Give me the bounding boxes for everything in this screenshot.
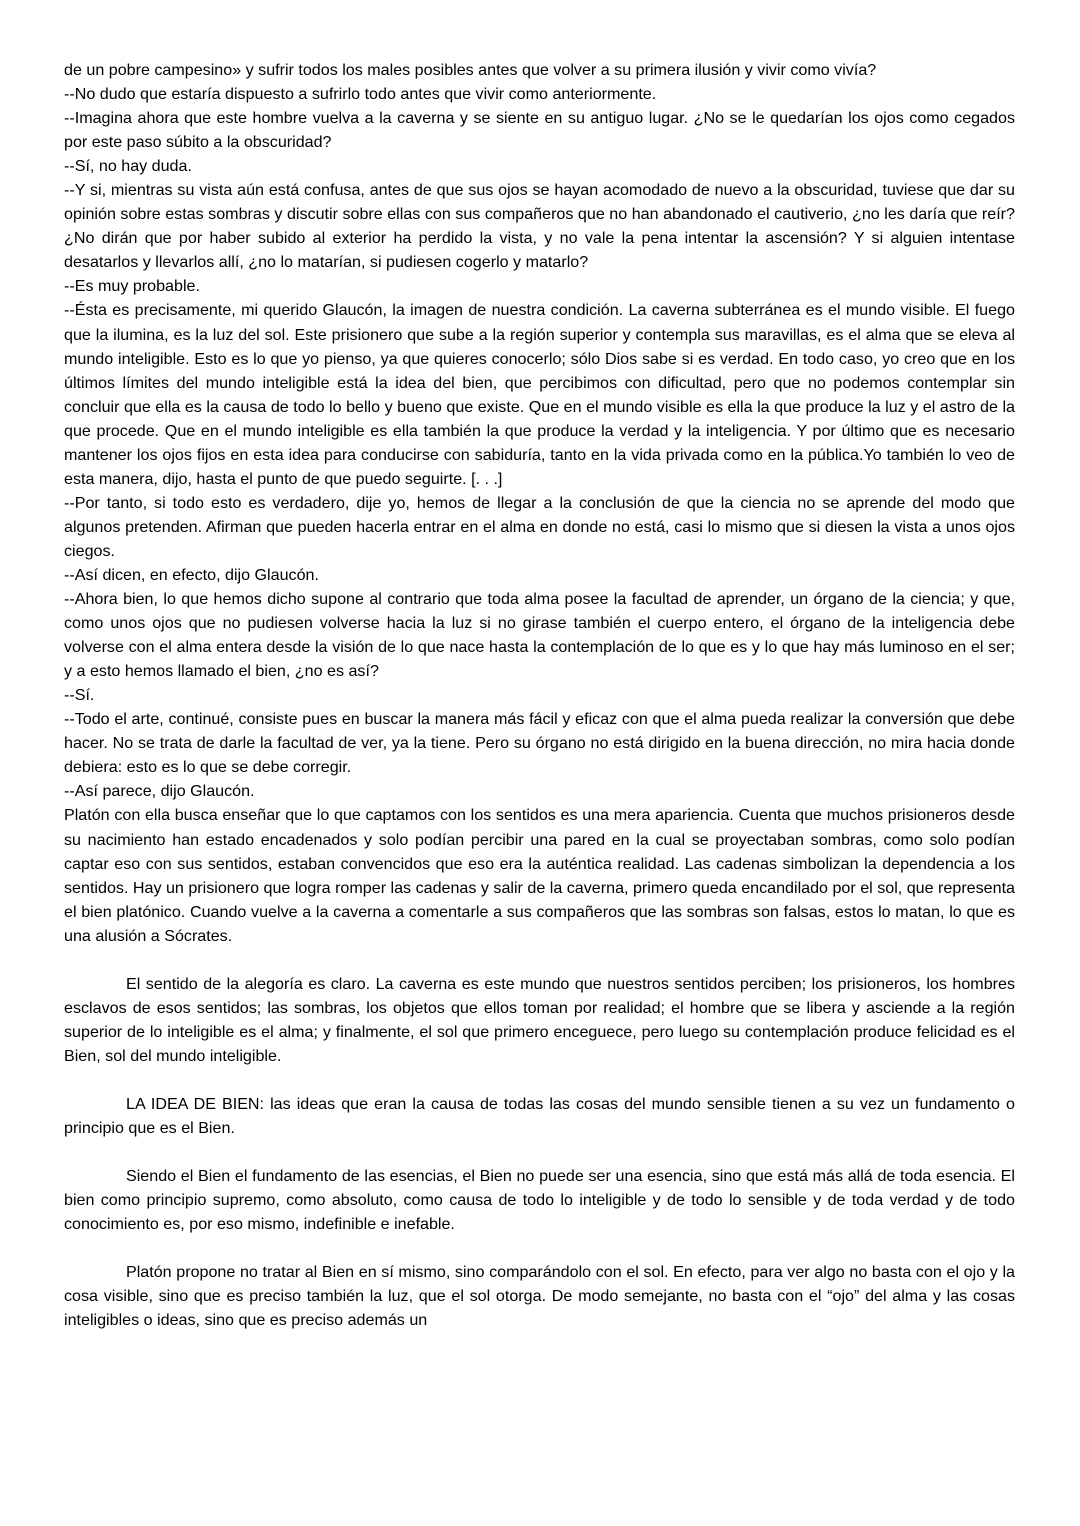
paragraph-gap	[64, 1140, 1015, 1164]
dialogue-block	[64, 58, 1015, 948]
paragraph-gap	[64, 1068, 1015, 1092]
dialogue-line: --Es muy probable.	[64, 277, 200, 296]
dialogue-line: --Y si, mientras su vista aún está confusa, antes de que sus ojos se hayan acomodado de nuevo a la obscuridad, tuviese que dar su opinión sobre estas sombras y discutir sobre ellas con sus compañeros que no han abandonado el cautiverio, ¿no les daría que reír? ¿No dirán que por haber subido al exterior ha perdido la vista, y no vale la pena intentar la ascensión? Y si alguien intentase desatarlos y llevarlos allí, ¿no lo matarían, si pudiesen cogerlo y matarlo?	[64, 181, 1015, 272]
dialogue-line: --No dudo que estaría dispuesto a sufrirlo todo antes que vivir como anteriormente.	[64, 85, 657, 104]
dialogue-line: --Ahora bien, lo que hemos dicho supone al contrario que toda alma posee la facultad de aprender, un órgano de la ciencia; y que, como unos ojos que no pudiesen volverse hacia la luz si no girase también el cuerpo entero, el órgano de la inteligencia debe volverse con el alma entera desde la visión de lo que nace hasta la contemplación de lo que es y lo que hay más luminoso en el ser; y a esto hemos llamado el bien, ¿no es así?	[64, 590, 1015, 681]
dialogue-line: --Así parece, dijo Glaucón.	[64, 782, 255, 801]
body-paragraph: Siendo el Bien el fundamento de las esencias, el Bien no puede ser una esencia, sino que está más allá de toda esencia. El bien como principio supremo, como absoluto, como causa de todo lo inteligible y de todo lo sensible y de toda verdad y de todo conocimiento es, por eso mismo, indefinible e inefable.	[64, 1167, 1015, 1234]
dialogue-line: --Todo el arte, continué, consiste pues en buscar la manera más fácil y eficaz con que el alma pueda realizar la conversión que debe hacer. No se trata de darle la facultad de ver, ya la tiene. Pero su órgano no está dirigido en la buena dirección, no mira hacia donde debiera: esto es lo que se debe corregir.	[64, 710, 1015, 777]
body-paragraph-idea-de-bien: LA IDEA DE BIEN: las ideas que eran la causa de todas las cosas del mundo sensible tienen a su vez un fundamento o principio que es el Bien.	[64, 1095, 1015, 1138]
document-text-column	[64, 58, 1015, 1332]
paragraph-gap	[64, 1236, 1015, 1260]
body-paragraph: Platón propone no tratar al Bien en sí mismo, sino comparándolo con el sol. En efecto, para ver algo no basta con el ojo y la cosa visible, sino que es preciso también la luz, que el sol otorga. De modo semejante, no basta con el “ojo” del alma y las cosas inteligibles o ideas, sino que es preciso además un	[64, 1263, 1015, 1330]
dialogue-line: Platón con ella busca enseñar que lo que captamos con los sentidos es una mera apariencia. Cuenta que muchos prisioneros desde su nacimiento han estado encadenados y solo podían percibir una pared en la cual se proyectaban sombras, como solo podían captar eso con sus sentidos, estaban convencidos que eso era la auténtica realidad. Las cadenas simbolizan la dependencia a los sentidos. Hay un prisionero que logra romper las cadenas y salir de la caverna, primero queda encandilado por el sol, que representa el bien platónico. Cuando vuelve a la caverna a comentarle a sus compañeros que las sombras son falsas, estos lo matan, lo que es una alusión a Sócrates.	[64, 806, 1015, 945]
dialogue-line: --Sí, no hay duda.	[64, 157, 192, 176]
body-paragraph: El sentido de la alegoría es claro. La caverna es este mundo que nuestros sentidos perciben; los prisioneros, los hombres esclavos de esos sentidos; las sombras, los objetos que ellos toman por realidad; el hombre que se libera y asciende a la región superior de lo inteligible es el alma; y finalmente, el sol que primero enceguece, pero luego su contemplación produce felicidad es el Bien, sol del mundo inteligible.	[64, 974, 1015, 1065]
dialogue-line: --Ésta es precisamente, mi querido Glaucón, la imagen de nuestra condición. La caverna subterránea es el mundo visible. El fuego que la ilumina, es la luz del sol. Este prisionero que sube a la región superior y contempla sus maravillas, es el alma que se eleva al mundo inteligible. Esto es lo que yo pienso, ya que quieres conocerlo; sólo Dios sabe si es verdad. En todo caso, yo creo que en los últimos límites del mundo inteligible está la idea del bien, que percibimos con dificultad, pero que no podemos contemplar sin concluir que ella es la causa de todo lo bello y bueno que existe. Que en el mundo visible es ella la que produce la luz y el astro de la que procede. Que en el mundo inteligible es ella también la que produce la verdad y la inteligencia. Y por último que es necesario mantener los ojos fijos en esta idea para conducirse con sabiduría, tanto en la vida privada como en la pública.Yo también lo veo de esta manera, dijo, hasta el punto de que puedo seguirte. [. . .]	[64, 301, 1015, 488]
dialogue-line: --Así dicen, en efecto, dijo Glaucón.	[64, 565, 319, 584]
dialogue-line: --Por tanto, si todo esto es verdadero, dije yo, hemos de llegar a la conclusión de que la ciencia no se aprende del modo que algunos pretenden. Afirman que pueden hacerla entrar en el alma en donde no está, casi lo mismo que si diesen la vista a unos ojos ciegos.	[64, 493, 1015, 560]
dialogue-line: de un pobre campesino» y sufrir todos los males posibles antes que volver a su primera ilusión y vivir como vivía?	[64, 61, 877, 79]
dialogue-line: --Sí.	[64, 686, 95, 705]
dialogue-line: --Imagina ahora que este hombre vuelva a la caverna y se siente en su antiguo lugar. ¿No se le quedarían los ojos como cegados por este paso súbito a la obscuridad?	[64, 109, 1015, 152]
paragraph-gap	[64, 948, 1015, 972]
